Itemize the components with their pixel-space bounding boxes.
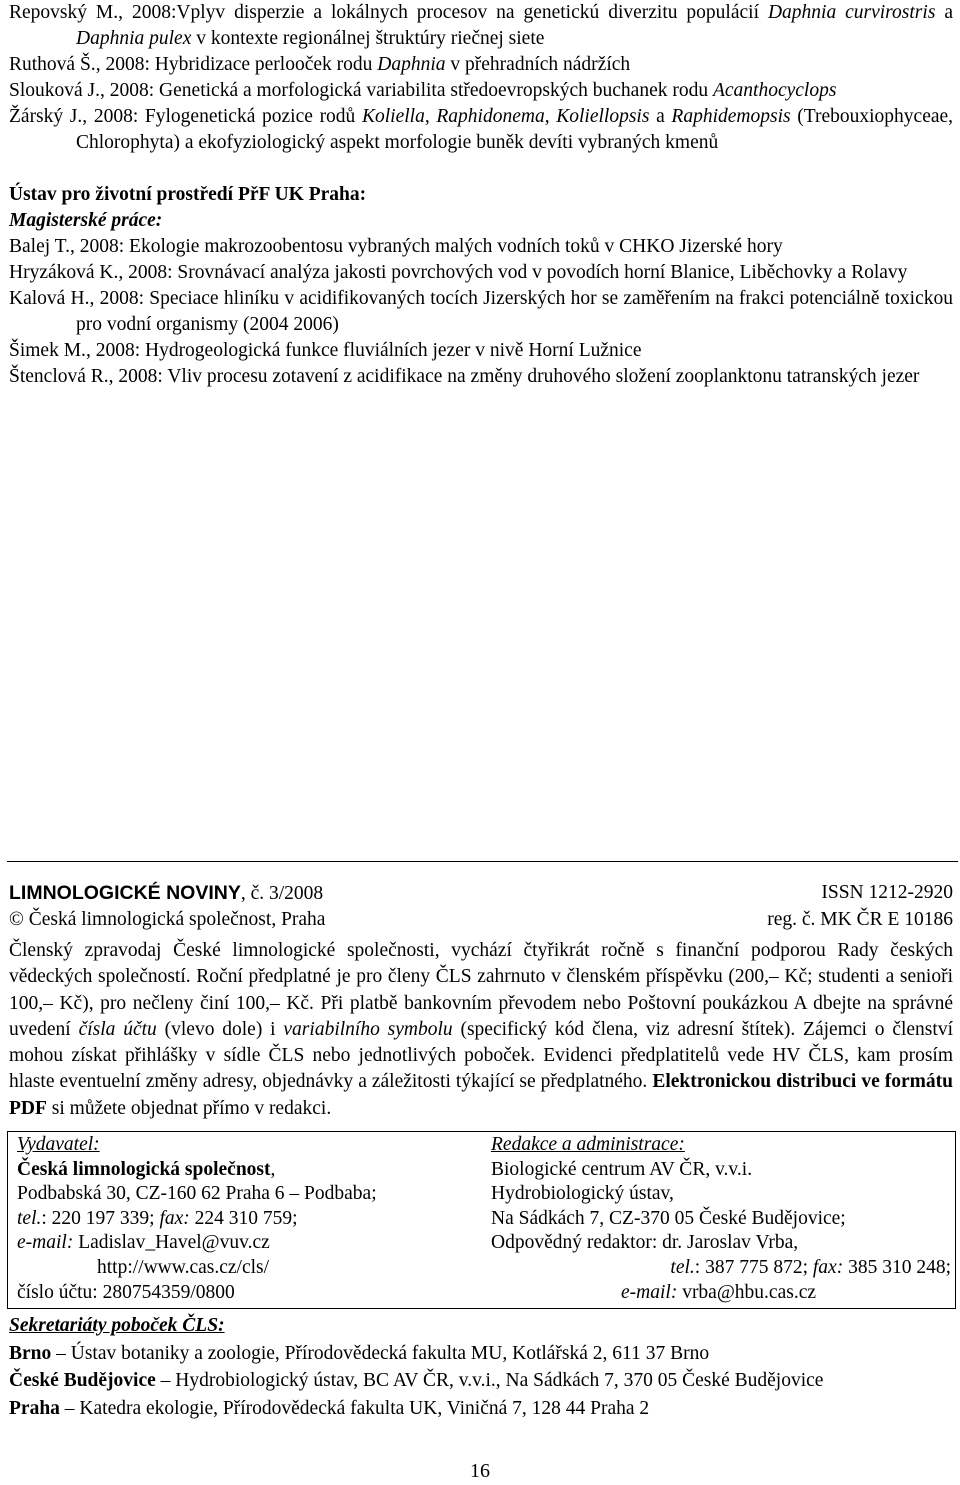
reference-author: Žárský J.	[9, 106, 83, 127]
thesis-entry	[9, 260, 953, 286]
editorial-line: Hydrobiologický ústav,	[491, 1183, 674, 1205]
branches-heading: Sekretariáty poboček ČLS:	[9, 1315, 225, 1336]
taxon-name: Daphnia curvirostris	[767, 2, 936, 23]
branch-item	[9, 1367, 953, 1395]
masthead-row	[9, 907, 953, 933]
reference-text: a	[649, 106, 672, 127]
masthead	[9, 880, 953, 933]
branch-city: Praha	[9, 1397, 60, 1419]
reference-entry	[9, 52, 953, 78]
thesis-author: Hryzáková K.	[9, 262, 119, 283]
taxon-name: Daphnia pulex	[76, 28, 192, 49]
publisher-name: Česká limnologická společnost	[17, 1158, 271, 1180]
branch-city: Brno	[9, 1342, 52, 1364]
branch-item	[9, 1395, 953, 1423]
masthead-divider	[7, 861, 958, 862]
about-text: (specifický kód člena, viz adresní štítek). Zájemci o členství mohou získat přihlášky v sídle ČLS nebo jednotlivých poboček. Evidenci předplatitelů vede HV ČLS, kam prosím hlaste eventuelní změny adresy, objednávky a záležitosti týkající se předplatného.	[9, 1018, 953, 1093]
reference-list	[9, 0, 953, 390]
publisher-column	[17, 1133, 477, 1305]
thesis-text: , 2008: Speciace hliníku v acidifikovaných tocích Jizerských hor se zaměřením na frakci potenciálně toxickou pro vodní organismy (2004 2006)	[76, 288, 953, 335]
reference-author: Repovský M.	[9, 2, 119, 23]
taxon-name: Raphidemopsis	[671, 106, 791, 127]
editorial-email	[491, 1281, 951, 1306]
email-link[interactable]: Ladislav_Havel@vuv.cz	[73, 1232, 270, 1254]
about-emphasis: čísla účtu	[78, 1018, 157, 1040]
about-emphasis: variabilního symbolu	[283, 1018, 453, 1040]
thesis-text: , 2008: Ekologie makrozoobentosu vybraných malých vodních toků v CHKO Jizerské hory	[70, 236, 783, 257]
reference-text: v přehradních nádržích	[445, 54, 631, 75]
editorial-heading: Redakce a administrace:	[491, 1134, 685, 1155]
thesis-text: , 2008: Vliv procesu zotavení z acidifikace na změny druhového složení zooplanktonu tatranských jezer	[108, 366, 920, 387]
tel-value: : 220 197 339;	[41, 1207, 160, 1229]
thesis-entry	[9, 286, 953, 338]
email-link[interactable]: vrba@hbu.cas.cz	[677, 1281, 817, 1303]
branch-city: České Budějovice	[9, 1370, 156, 1391]
thesis-entry	[9, 234, 953, 260]
reference-entries	[9, 0, 953, 156]
reference-entry	[9, 0, 953, 52]
reference-text: ,	[544, 106, 557, 127]
issn: ISSN 1212-2920	[821, 882, 953, 903]
publisher-phone	[17, 1207, 477, 1232]
publisher-heading: Vydavatel:	[17, 1134, 100, 1155]
reference-entry	[9, 78, 953, 104]
reference-author: Ruthová Š.	[9, 54, 96, 75]
thesis-entry	[9, 364, 953, 390]
branch-address: – Katedra ekologie, Přírodovědecká fakulta UK, Viničná 7, 128 44 Praha 2	[59, 1397, 650, 1419]
thesis-author: Kalová H.	[9, 288, 90, 309]
publisher-url[interactable]: http://www.cas.cz/cls/	[97, 1256, 270, 1278]
newsletter-title: LIMNOLOGICKÉ NOVINY	[9, 882, 241, 904]
editorial-column	[491, 1133, 951, 1305]
fax-value: 224 310 759;	[189, 1207, 298, 1229]
thesis-author: Balej T.	[9, 236, 71, 257]
page-number: 16	[470, 1460, 490, 1482]
taxon-name: Koliella	[361, 106, 425, 127]
about-bold: Elektronickou distribuci ve formátu PDF	[9, 1071, 953, 1119]
reference-text: , 2008:Vplyv disperzie a lokálnych procesov na genetickú diverzitu populácií	[118, 2, 768, 23]
branch-address: – Ústav botaniky a zoologie, Přírodovědecká fakulta MU, Kotlářská 2, 611 37 Brno	[51, 1342, 710, 1364]
taxon-name: Daphnia	[377, 54, 446, 75]
reference-text: v kontexte regionálnej štruktúry riečnej siete	[191, 28, 545, 49]
fax-label: fax:	[159, 1207, 190, 1229]
editorial-line: Odpovědný redaktor: dr. Jaroslav Vrba,	[491, 1232, 799, 1254]
taxon-name: Koliellopsis	[556, 106, 650, 127]
email-label: e-mail:	[621, 1281, 678, 1303]
taxon-name: Acanthocyclops	[712, 80, 837, 101]
branch-offices	[9, 1312, 953, 1422]
masthead-row	[9, 880, 953, 907]
reference-entry	[9, 104, 953, 156]
reference-author: Slouková J.	[9, 80, 101, 101]
thesis-author: Štenclová R.	[9, 366, 109, 387]
editorial-phone	[491, 1256, 951, 1281]
publisher-email	[17, 1231, 477, 1256]
theses-subheading: Magisterské práce:	[9, 210, 163, 231]
about-paragraph	[9, 938, 953, 1122]
reference-text: , 2008: Hybridizace perlooček rodu	[95, 54, 378, 75]
tel-label: tel.	[17, 1207, 42, 1229]
reference-text: (Trebouxiophyceae, Chlorophyta) a ekofyziologický aspekt morfologie buněk devíti vybraných kmenů	[76, 106, 954, 153]
reference-text: , 2008: Fylogenetická pozice rodů	[82, 106, 362, 127]
branch-item	[9, 1340, 953, 1368]
editorial-line: Biologické centrum AV ČR, v.v.i.	[491, 1158, 753, 1180]
thesis-text: , 2008: Hydrogeologická funkce fluviálních jezer v nivě Horní Lužnice	[85, 340, 642, 361]
punctuation: ,	[270, 1158, 276, 1180]
registration-number: reg. č. MK ČR E 10186	[767, 909, 953, 930]
bank-account: číslo účtu: 280754359/0800	[17, 1281, 235, 1303]
reference-text: a	[935, 2, 953, 23]
thesis-entry	[9, 338, 953, 364]
thesis-text: , 2008: Srovnávací analýza jakosti povrchových vod v povodích horní Blanice, Liběchovky a Rolavy	[118, 262, 908, 283]
editorial-line: Na Sádkách 7, CZ-370 05 České Budějovice;	[491, 1207, 846, 1229]
tel-value: : 387 775 872;	[694, 1256, 813, 1278]
branch-address: – Hydrobiologický ústav, BC AV ČR, v.v.i., Na Sádkách 7, 370 05 České Budějovice	[155, 1370, 824, 1391]
masthead-issue-line	[9, 880, 323, 907]
about-text: si můžete objednat přímo v redakci.	[46, 1097, 332, 1119]
copyright: © Česká limnologická společnost, Praha	[9, 909, 326, 930]
issue-number: , č. 3/2008	[240, 883, 324, 904]
about-text: Členský zpravodaj České limnologické společnosti, vychází čtyřikrát ročně s finanční podporou Rady českých vědeckých společností. Roční předplatné je pro členy ČLS zahrnuto v členském příspěvku (200,– Kč; studenti a senioři 100,– Kč), pro nečleny činí 100,– Kč. Při platbě bankovním převodem nebo Poštovní poukázkou A dbejte na správné uvedení	[9, 940, 953, 1040]
about-text: (vlevo dole) i	[156, 1018, 284, 1040]
fax-value: 385 310 248;	[843, 1256, 951, 1278]
institute-heading: Ústav pro životní prostředí PřF UK Praha:	[9, 184, 367, 205]
tel-label: tel.	[670, 1256, 695, 1278]
publisher-address: Podbabská 30, CZ-160 62 Praha 6 – Podbaba;	[17, 1183, 377, 1205]
contact-box	[7, 1131, 956, 1309]
thesis-author: Šimek M.	[9, 340, 86, 361]
reference-text: , 2008: Genetická a morfologická variabilita středoevropských buchanek rodu	[100, 80, 713, 101]
publisher-name-line	[17, 1158, 477, 1183]
fax-label: fax:	[812, 1256, 844, 1278]
taxon-name: Raphidonema	[436, 106, 545, 127]
email-label: e-mail:	[17, 1232, 74, 1254]
reference-text: ,	[424, 106, 437, 127]
